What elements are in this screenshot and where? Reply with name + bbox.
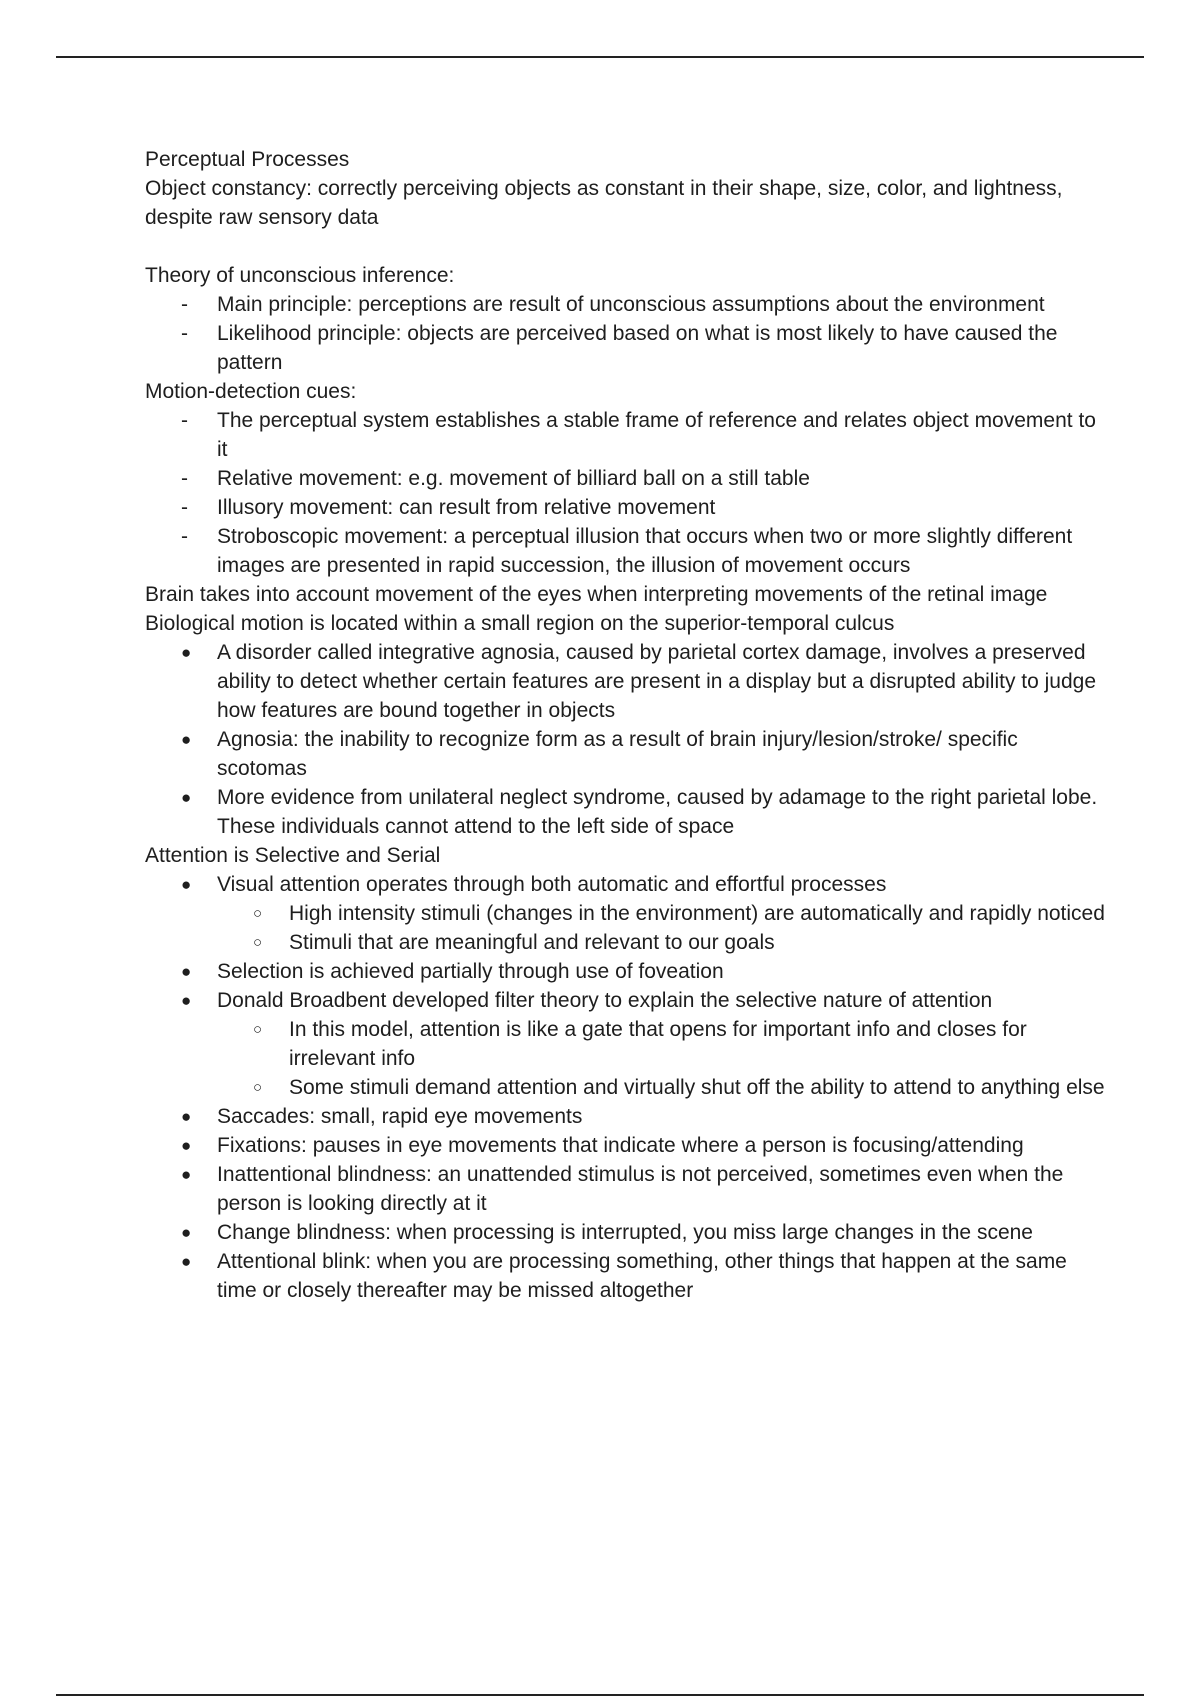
dash-marker-icon: - bbox=[181, 467, 188, 490]
list-item bbox=[145, 725, 1105, 783]
list-item-text: Inattentional blindness: an unattended stimulus is not perceived, sometimes even when the person is looking directly at it bbox=[217, 1163, 1064, 1215]
list-item-text: In this model, attention is like a gate that opens for important info and closes for irrelevant info bbox=[289, 1018, 1027, 1070]
bullet-marker-icon: ● bbox=[181, 1223, 192, 1242]
list-item-text: Saccades: small, rapid eye movements bbox=[217, 1105, 583, 1128]
paragraph: Brain takes into account movement of the eyes when interpreting movements of the retinal image bbox=[145, 583, 1048, 606]
sub-list-item bbox=[145, 928, 1105, 957]
sub-list-item bbox=[145, 1015, 1105, 1073]
bullet-marker-icon: ● bbox=[181, 643, 192, 662]
dash-marker-icon: - bbox=[181, 496, 188, 519]
list-item-text: Change blindness: when processing is interrupted, you miss large changes in the scene bbox=[217, 1221, 1033, 1244]
list-item bbox=[145, 870, 1105, 899]
list-item-text: Illusory movement: can result from relative movement bbox=[217, 496, 716, 519]
paragraph: Perceptual Processes bbox=[145, 148, 350, 171]
list-item-text: Attentional blink: when you are processing something, other things that happen at the same time or closely thereafter may be missed altogether bbox=[217, 1250, 1067, 1302]
list-item bbox=[145, 290, 1105, 319]
paragraph: Biological motion is located within a small region on the superior-temporal culcus bbox=[145, 612, 895, 635]
bullet-marker-icon: ● bbox=[181, 1136, 192, 1155]
list-item bbox=[145, 986, 1105, 1015]
list-item bbox=[145, 957, 1105, 986]
top-rule bbox=[56, 56, 1144, 58]
bullet-marker-icon: ● bbox=[181, 730, 192, 749]
bullet-marker-icon: ● bbox=[181, 962, 192, 981]
bullet-marker-icon: ● bbox=[181, 875, 192, 894]
bullet-marker-icon: ● bbox=[181, 1107, 192, 1126]
list-item-text: Main principle: perceptions are result of unconscious assumptions about the environment bbox=[217, 293, 1045, 316]
list-item bbox=[145, 1131, 1105, 1160]
list-item bbox=[145, 319, 1105, 377]
list-item bbox=[145, 406, 1105, 464]
blank-line bbox=[145, 232, 1105, 261]
list-item-text: Fixations: pauses in eye movements that indicate where a person is focusing/attending bbox=[217, 1134, 1024, 1157]
document-body bbox=[145, 145, 1105, 1305]
bullet-marker-icon: ● bbox=[181, 788, 192, 807]
paragraph: Attention is Selective and Serial bbox=[145, 844, 441, 867]
dash-marker-icon: - bbox=[181, 322, 188, 345]
circle-marker-icon: ○ bbox=[253, 905, 263, 922]
list-item-text: Visual attention operates through both automatic and effortful processes bbox=[217, 873, 887, 896]
list-item bbox=[145, 522, 1105, 580]
paragraph: Theory of unconscious inference: bbox=[145, 264, 455, 287]
list-item-text: Relative movement: e.g. movement of billiard ball on a still table bbox=[217, 467, 810, 490]
list-item bbox=[145, 1102, 1105, 1131]
list-item bbox=[145, 783, 1105, 841]
sub-list-item bbox=[145, 1073, 1105, 1102]
list-item-text: Stroboscopic movement: a perceptual illusion that occurs when two or more slightly different images are presented in rapid succession, the illusion of movement occurs bbox=[217, 525, 1073, 577]
bullet-marker-icon: ● bbox=[181, 1252, 192, 1271]
dash-marker-icon: - bbox=[181, 409, 188, 432]
list-item-text: Agnosia: the inability to recognize form as a result of brain injury/lesion/stroke/ specific scotomas bbox=[217, 728, 1018, 780]
list-item bbox=[145, 464, 1105, 493]
list-item-text: More evidence from unilateral neglect syndrome, caused by adamage to the right parietal lobe. These individuals cannot attend to the left side of space bbox=[217, 786, 1098, 838]
list-item-text: Some stimuli demand attention and virtually shut off the ability to attend to anything else bbox=[289, 1076, 1105, 1099]
list-item-text: Likelihood principle: objects are perceived based on what is most likely to have caused the pattern bbox=[217, 322, 1058, 374]
list-item bbox=[145, 1247, 1105, 1305]
list-item-text: The perceptual system establishes a stable frame of reference and relates object movement to it bbox=[217, 409, 1096, 461]
paragraph: Motion-detection cues: bbox=[145, 380, 357, 403]
list-item bbox=[145, 638, 1105, 725]
list-item-text: Selection is achieved partially through use of foveation bbox=[217, 960, 724, 983]
dash-marker-icon: - bbox=[181, 525, 188, 548]
bottom-rule bbox=[56, 1694, 1144, 1696]
list-item bbox=[145, 493, 1105, 522]
bullet-marker-icon: ● bbox=[181, 1165, 192, 1184]
paragraph: Object constancy: correctly perceiving objects as constant in their shape, size, color, and lightness, despite raw sensory data bbox=[145, 177, 1063, 229]
dash-marker-icon: - bbox=[181, 293, 188, 316]
list-item-text: High intensity stimuli (changes in the environment) are automatically and rapidly noticed bbox=[289, 902, 1105, 925]
list-item bbox=[145, 1160, 1105, 1218]
list-item-text: Stimuli that are meaningful and relevant to our goals bbox=[289, 931, 775, 954]
list-item bbox=[145, 1218, 1105, 1247]
circle-marker-icon: ○ bbox=[253, 1021, 263, 1038]
list-item-text: A disorder called integrative agnosia, caused by parietal cortex damage, involves a preserved ability to detect whether certain features are present in a display but a disrupted ability to judge how features are bound together in objects bbox=[217, 641, 1097, 722]
circle-marker-icon: ○ bbox=[253, 1079, 263, 1096]
list-item-text: Donald Broadbent developed filter theory to explain the selective nature of attention bbox=[217, 989, 993, 1012]
circle-marker-icon: ○ bbox=[253, 934, 263, 951]
sub-list-item bbox=[145, 899, 1105, 928]
bullet-marker-icon: ● bbox=[181, 991, 192, 1010]
